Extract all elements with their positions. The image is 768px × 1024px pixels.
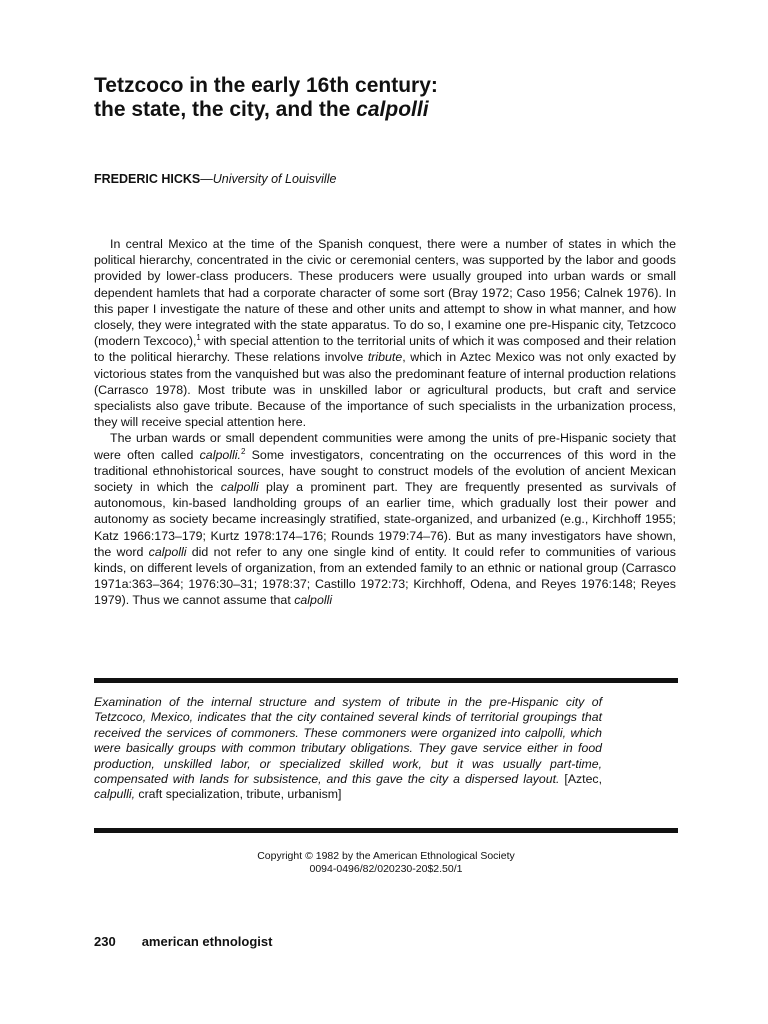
footnote-ref-1: 1 bbox=[196, 333, 201, 343]
body-italic: calpolli bbox=[148, 544, 187, 559]
body-text: The urban wards or small dependent communities were among the units of pre-Hispanic society that were often called bbox=[94, 431, 676, 462]
body-text: with special attention to the territorial units of which it was composed and their relation to the political hierarchy. These relations involve bbox=[94, 334, 676, 365]
body-text: did not refer to any one single kind of entity. It could refer to communities of various kinds, on different levels of organization, from an extended family to an ethnic or national group (Carrasco 1971a:363–364; 1976:30–31; 1978:37; Castillo 1972:73; Kirchhoff, Odena, and Reyes 1976:148; Reyes 1979). Thus we cannot assume that bbox=[94, 544, 676, 608]
page-number: 230 bbox=[94, 934, 116, 949]
keywords-italic: calpulli, bbox=[94, 787, 136, 802]
body-italic: tribute bbox=[367, 350, 403, 365]
body-paragraph-1 bbox=[94, 236, 676, 430]
author-affiliation: University of Louisville bbox=[212, 172, 337, 186]
body-italic: calpolli. bbox=[199, 447, 241, 462]
journal-name: american ethnologist bbox=[141, 934, 273, 949]
body-italic: calpolli bbox=[220, 480, 259, 495]
copyright-line-2: 0094-0496/82/020230-20$2.50/1 bbox=[309, 863, 463, 875]
body-text: In central Mexico at the time of the Spanish conquest, there were a number of states in which the political hierarchy, concentrated in the civic or ceremonial centers, was supported by the labor and goods provided by lower-class producers. These producers were usually grouped into urban wards or small dependent hamlets that had a corporate character of some sort (Bray 1972; Caso 1956; Calnek 1976). In this paper I investigate the nature of these and other units and attempt to show in what manner, and how closely, they were integrated with the state apparatus. To do so, I examine one pre-Hispanic city, Tetzcoco (modern Texcoco), bbox=[94, 237, 676, 349]
body-text: play a prominent part. They are frequently presented as survivals of autonomous, kin-based landholding groups of an earlier time, which gradually lost their power and autonomy as society became increasingly stratified, state-organized, and urbanized (e.g., Kirchhoff 1955; Katz 1966:173–179; Kurtz 1978:174–176; Rounds 1979:74–76). But as many investigators have shown, the word bbox=[94, 480, 676, 559]
author-dash: — bbox=[200, 172, 213, 186]
title-line-2-italic: calpolli bbox=[356, 98, 429, 121]
abstract-bottom-rule bbox=[94, 828, 678, 833]
copyright-notice bbox=[94, 850, 678, 876]
abstract-text: Examination of the internal structure and system of tribute in the pre-Hispanic city of Tetzcoco, Mexico, indicates that the city contained several kinds of territorial groupings that received the services of commoners. These commoners were organized into calpolli, which were basically groups with common tributary obligations. They gave service either in food production, unskilled labor, or specialized skilled work, but it was usually part-time, compensated with lands for subsistence, and this gave the city a dispersed layout. bbox=[94, 695, 602, 787]
article-body bbox=[94, 236, 676, 609]
copyright-line-1: Copyright © 1982 by the American Ethnological Society bbox=[257, 850, 515, 862]
author-line bbox=[94, 172, 336, 186]
abstract bbox=[94, 695, 602, 803]
keywords-open: [Aztec, bbox=[564, 772, 602, 787]
title-line-2-text: the state, the city, and the bbox=[94, 98, 357, 121]
abstract-top-rule bbox=[94, 678, 678, 683]
title-line-1: Tetzcoco in the early 16th century: bbox=[94, 74, 438, 97]
page-footer bbox=[94, 934, 272, 949]
body-text: Some investigators, concentrating on the occurrences of this word in the traditional ethnohistorical sources, have sought to construct models of the evolution of ancient Mexican society in which the bbox=[94, 447, 676, 495]
footnote-ref-2: 2 bbox=[240, 446, 246, 456]
body-text: , which in Aztec Mexico was not only exacted by victorious states from the vanquished but was also the predominant feature of internal production relations (Carrasco 1978). Most tribute was in unskilled labor or agricultural products, but craft and service specialists also gave tribute. Because of the importance of such specialists in the urbanization process, they will receive special attention here. bbox=[94, 350, 676, 430]
title-line-2 bbox=[94, 98, 694, 122]
author-name: FREDERIC HICKS bbox=[94, 172, 201, 186]
article-title bbox=[94, 74, 694, 122]
body-paragraph-2 bbox=[94, 430, 676, 608]
body-italic: calpolli bbox=[294, 593, 333, 608]
keywords-rest: craft specialization, tribute, urbanism] bbox=[135, 787, 342, 802]
